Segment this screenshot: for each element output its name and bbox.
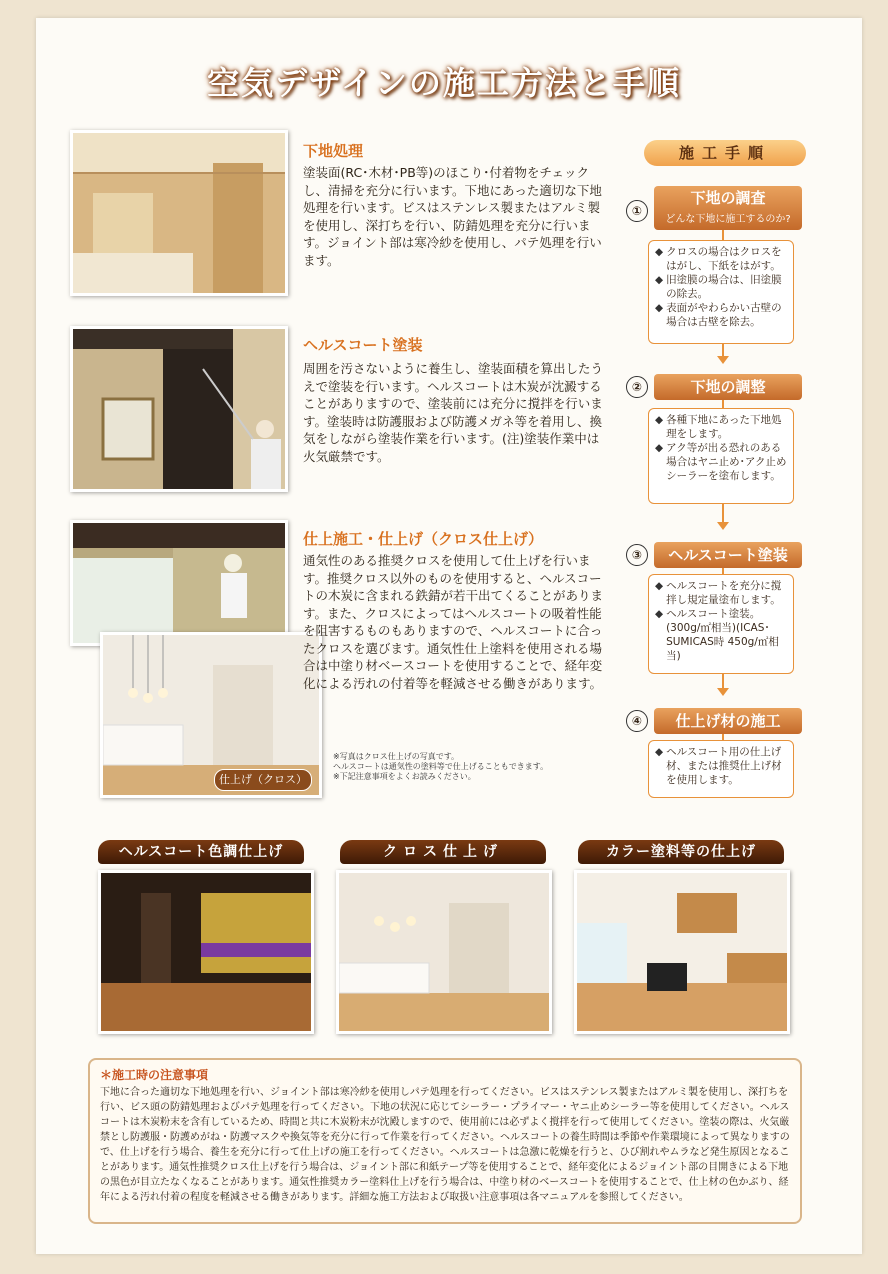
photo-label-cloth: 仕上げ（クロス） (214, 769, 312, 791)
list-item: ◆ 各種下地にあった下地処理をします。 (655, 414, 782, 440)
photo-substrate-prep (70, 130, 288, 296)
step-4-number: ④ (626, 710, 648, 732)
section-text-finishing: 通気性のある推奨クロスを使用して仕上げを行います。推奨クロス以外のものを使用すると、ヘルスコートの木炭に含まれる鉄錆が若干出てくることがあります。また、クロスによってはヘルスコートの吸着性能を阻害するものもありますので、ヘルスコートに合ったクロスを選びます。通気性仕上塗料を使用される場合は中塗り材ベースコートを使用することで、経年変化による汚れの付着等を軽減させる働きがあります。 (303, 553, 604, 691)
list-item: ◆ 旧塗膜の場合は、旧塗膜の除去。 (655, 274, 782, 300)
step-3-number: ③ (626, 544, 648, 566)
page-title: 空気デザインの施工方法と手順 (207, 64, 681, 102)
list-item: ◆ クロスの場合はクロスをはがし、下紙をはがす。 (655, 246, 782, 272)
step-1-title-text: 下地の調査 (690, 189, 766, 207)
photo-healthcoat-color-finish (98, 870, 314, 1034)
step-1-subtitle: どんな下地に施工するのか? (665, 214, 791, 225)
step-4-title: 仕上げ材の施工 (654, 708, 802, 734)
photo-note-1: ※写真はクロス仕上げの写真です。 (333, 752, 460, 761)
photo-cloth-finishing-work (70, 520, 288, 646)
tab-cloth-finish: クロス仕上げ (340, 840, 546, 864)
tab-color-paint-finish: カラー塗料等の仕上げ (578, 840, 784, 864)
arrow-2-line (722, 504, 724, 524)
photo-note-3: ※下記注意事項をよくお読みください。 (333, 772, 476, 781)
step-2-title: 下地の調整 (654, 374, 802, 400)
list-item: ◆ 表面がやわらかい古壁の場合は古壁を除去。 (655, 302, 782, 328)
step-3-title: ヘルスコート塗装 (654, 542, 802, 568)
step-2-number: ② (626, 376, 648, 398)
photo-color-paint-finish (574, 870, 790, 1034)
section-title-finishing: 仕上施工・仕上げ（クロス仕上げ） (303, 530, 544, 548)
photo-note-2: ヘルスコートは通気性の塗料等で仕上げることもできます。 (333, 762, 549, 771)
step-2-box (648, 408, 794, 504)
tab-healthcoat-color-finish: ヘルスコート色調仕上げ (98, 840, 304, 864)
section-text-substrate: 塗装面(RC･木材･PB等)のほこり･付着物をチェックし、清掃を充分に行います。下地にあった適切な下地処理を行います。ビスはステンレス製またはアルミ製を使用し、深打ちを行い、防錆処理を充分に行います。ジョイント部は寒冷紗を使用し、パテ処理を行います。 (303, 165, 602, 268)
steps-heading: 施工手順 (644, 140, 806, 166)
step-2-connector (722, 400, 724, 408)
step-1-title (654, 186, 802, 230)
arrow-1-head (717, 356, 729, 364)
photo-healthcoat-painting (70, 326, 288, 492)
photo-cloth-finish (336, 870, 552, 1034)
arrow-2-head (717, 522, 729, 530)
section-title-substrate: 下地処理 (303, 142, 364, 160)
arrow-3-head (717, 688, 729, 696)
step-1-box (648, 240, 794, 344)
caution-title: ＊施工時の注意事項 (100, 1068, 209, 1082)
list-item: ◆ ヘルスコート用の仕上げ材、または推奨仕上げ材を使用します。 (655, 746, 782, 786)
step-1-number: ① (626, 200, 648, 222)
caution-text: 下地に合った適切な下地処理を行い、ジョイント部は寒冷紗を使用しパテ処理を行ってください。ビスはステンレス製またはアルミ製を使用し、深打ちを行い、ビス頭の防錆処理およびパテ処理を行ってください。下地の状況に応じてシーラー・プライマー・ヤニ止めシーラー等を使用してください。ヘルスコートは木炭粉末を含有しているため、時間と共に木炭粉末が沈殿しますので、使用前には必ずよく撹拌を行って使用してください。塗装の際は、火気厳禁とし防護服・防護めがね・防護マスクや換気等を充分に行って作業を行ってください。ヘルスコートの養生時間は季節や作業環境によって異なりますので、仕上げを行う場合、養生を充分に行って仕上げの施工を行ってください。ヘルスコートは急激に乾燥を行うと、ひび割れやムラなど発生原因となることがあります。通気性推奨クロス仕上げを行う場合は、ジョイント部に和紙テープ等を使用することで、経年変化によるジョイント部の目開きによる下地の黒色が目立たなくなることがあります。通気性推奨カラー塗料仕上げを行う場合は、中塗り材のベースコートを使用することで、仕上材の色かぶり、経年による汚れ付着の程度を軽減させる働きがあります。詳細な施工方法および取扱い注意事項は各マニュアルを参照してください。 (100, 1087, 790, 1203)
list-item: ◆ ヘルスコート塗装。(300g/㎡相当)(ICAS･SUMICAS時 450g/㎡相当) (655, 608, 779, 662)
section-text-healthcoat: 周囲を汚さないように養生し、塗装面積を算出したうえで塗装を行います。ヘルスコートは木炭が沈澱することがありますので、塗装前には充分に撹拌を行います。塗装時は防護服および防護メガネ等を着用し、換気をしながら塗装作業を行います。(注)塗装作業中は火気厳禁です。 (303, 361, 604, 464)
caution-box (88, 1058, 802, 1224)
step-4-box (648, 740, 794, 798)
step-1-connector (722, 230, 724, 240)
list-item: ◆ ヘルスコートを充分に撹拌し規定量塗布します。 (655, 580, 782, 606)
section-title-healthcoat: ヘルスコート塗装 (303, 336, 423, 354)
list-item: ◆ アク等が出る恐れのある場合はヤニ止め･アク止めシーラーを塗布します。 (655, 442, 787, 482)
step-3-box (648, 574, 794, 674)
